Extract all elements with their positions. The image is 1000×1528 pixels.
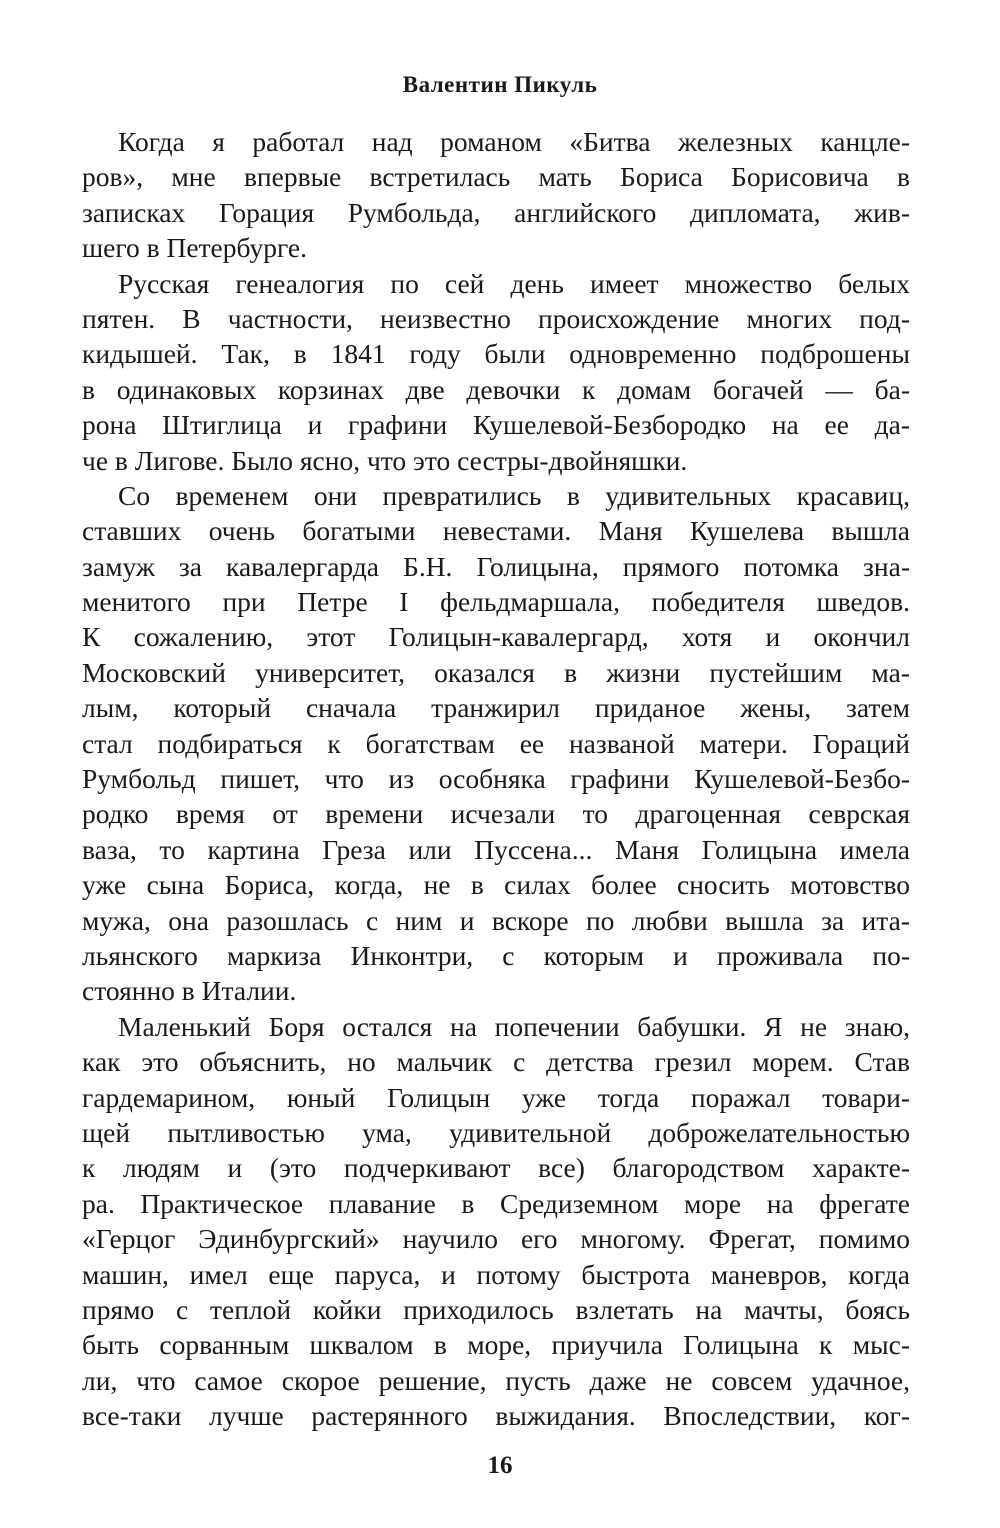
text-line: Русская генеалогия по сей день имеет множество белых [118, 267, 910, 299]
text-line: ров», мне впервые встретилась мать Бориса Борисовича в [82, 161, 910, 193]
text-line: Московский университет, оказался в жизни пустейшим ма- [82, 656, 910, 688]
text-line: щей пытливостью ума, удивительной доброжелательностью [82, 1116, 910, 1148]
text-line: шего в Петербурге. [82, 232, 307, 264]
text-line: менитого при Петре I фельдмаршала, победителя шведов. [82, 586, 910, 618]
text-line: кидышей. Так, в 1841 году были одновременно подброшены [82, 338, 910, 370]
paragraph [82, 124, 910, 266]
text-line: стоянно в Италии. [82, 975, 297, 1007]
text-line: рона Штиглица и графини Кушелевой-Безбородко на ее да- [82, 409, 910, 441]
text-line: К сожалению, этот Голицын-кавалергард, хотя и окончил [82, 621, 910, 653]
text-line: стал подбираться к богатствам ее названой матери. Гораций [82, 727, 910, 759]
text-line: ли, что самое скорое решение, пусть даже не совсем удачное, [82, 1364, 910, 1396]
text-line: уже сына Бориса, когда, не в силах более сносить мотовство [82, 869, 910, 901]
text-line: «Герцог Эдинбургский» научило его многому. Фрегат, помимо [82, 1223, 910, 1255]
text-line: льянского маркиза Инконтри, с которым и проживала по- [82, 939, 910, 971]
text-line: быть сорванным шквалом в море, приучила Голицына к мыс- [82, 1329, 910, 1361]
text-line: прямо с теплой койки приходилось взлетать на мачты, боясь [82, 1293, 910, 1325]
text-line: в одинаковых корзинах две девочки к домам богачей — ба- [82, 373, 910, 405]
text-line: ставших очень богатыми невестами. Маня Кушелева вышла [82, 515, 910, 547]
text-line: записках Горация Румбольда, английского дипломата, жив- [82, 196, 910, 228]
running-header: Валентин Пикуль [402, 72, 598, 97]
text-line: Когда я работал над романом «Битва железных канцле- [118, 126, 910, 157]
text-line: мужа, она разошлась с ним и вскоре по любви вышла за ита- [82, 904, 910, 936]
text-line: замуж за кавалергарда Б.Н. Голицына, прямого потомка зна- [82, 550, 910, 582]
text-line: Со временем они превратились в удивительных красавиц, [118, 479, 910, 511]
text-line: ра. Практическое плавание в Средиземном море на фрегате [82, 1187, 910, 1219]
paragraph [82, 266, 910, 478]
paragraph [82, 1009, 910, 1434]
text-line: ваза, то картина Греза или Пуссена... Маня Голицына имела [82, 833, 910, 865]
paragraph [82, 478, 910, 1009]
page-body-text [82, 124, 910, 1433]
text-line: лым, который сначала транжирил приданое жены, затем [82, 692, 910, 724]
text-line: че в Лигове. Было ясно, что это сестры-двойняшки. [82, 444, 688, 476]
text-line: Маленький Боря остался на попечении бабушки. Я не знаю, [118, 1010, 910, 1042]
text-line: гардемарином, юный Голицын уже тогда поражал товари- [82, 1081, 910, 1113]
text-line: все-таки лучше растерянного выжидания. Впоследствии, ког- [82, 1400, 910, 1432]
text-line: к людям и (это подчеркивают все) благородством характе- [82, 1152, 910, 1184]
text-line: Румбольд пишет, что из особняка графини Кушелевой-Безбо- [82, 763, 910, 795]
text-line: родко время от времени исчезали то драгоценная севрская [82, 798, 910, 830]
text-line: как это объяснить, но мальчик с детства грезил морем. Став [82, 1046, 910, 1078]
text-line: пятен. В частности, неизвестно происхождение многих под- [82, 302, 910, 334]
page-number: 16 [487, 1452, 513, 1479]
text-line: машин, имел еще паруса, и потому быстрота маневров, когда [82, 1258, 910, 1290]
